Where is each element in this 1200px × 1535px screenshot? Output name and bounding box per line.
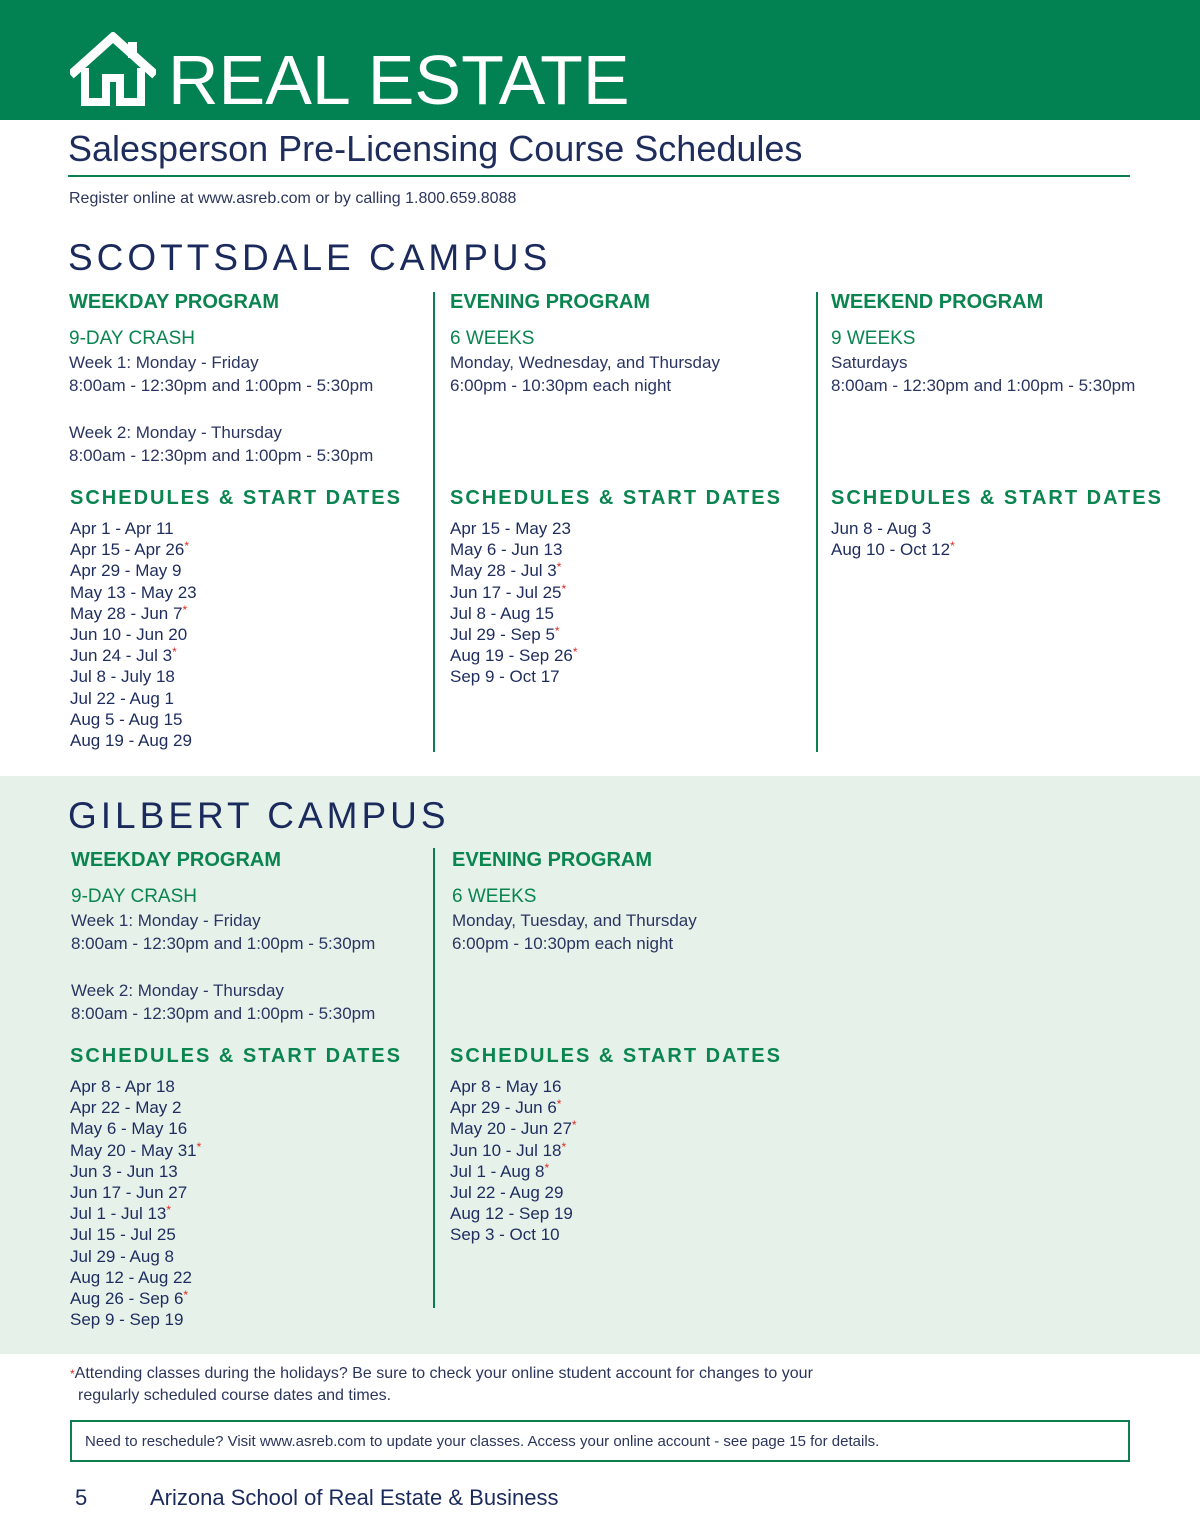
date-range: [70, 1224, 201, 1245]
week2-time: 8:00am - 12:30pm and 1:00pm - 5:30pm: [71, 1004, 376, 1023]
date-range-text: Jun 17 - Jul 25: [450, 582, 562, 602]
date-range-text: Apr 22 - May 2: [70, 1098, 182, 1118]
date-range: [70, 1076, 201, 1097]
date-range: [70, 1118, 201, 1139]
date-range: [831, 518, 955, 539]
schedules-heading: SCHEDULES & START DATES: [831, 487, 1163, 509]
date-range: [70, 560, 197, 581]
program-time: 6:00pm - 10:30pm each night: [452, 934, 674, 953]
date-range-text: May 6 - Jun 13: [450, 540, 563, 560]
program-days: Monday, Tuesday, and Thursday: [452, 911, 697, 930]
date-range-text: Jul 29 - Aug 8: [70, 1246, 174, 1266]
date-range-text: May 13 - May 23: [70, 582, 197, 602]
date-range-text: Aug 5 - Aug 15: [70, 709, 183, 729]
program-heading: WEEKDAY PROGRAM: [69, 291, 280, 313]
page-subtitle: Salesperson Pre-Licensing Course Schedules: [68, 128, 803, 169]
date-range-text: May 6 - May 16: [70, 1119, 188, 1139]
scottsdale-evening-dates: [450, 518, 578, 688]
program-time: 8:00am - 12:30pm and 1:00pm - 5:30pm: [831, 376, 1136, 395]
date-range-text: Sep 9 - Oct 17: [450, 667, 560, 687]
week1-days: Week 1: Monday - Friday: [69, 353, 259, 372]
program-duration: 9 WEEKS: [831, 328, 916, 349]
date-range-text: Jul 22 - Aug 29: [450, 1183, 564, 1203]
gilbert-evening-program: [452, 848, 812, 955]
date-range: [70, 730, 197, 751]
school-name: Arizona School of Real Estate & Business: [150, 1485, 559, 1510]
date-range: [70, 688, 197, 709]
date-range: [450, 539, 578, 560]
date-range-text: Apr 15 - May 23: [450, 519, 571, 538]
program-heading: WEEKEND PROGRAM: [831, 291, 1044, 313]
date-range-text: Aug 12 - Aug 22: [70, 1267, 192, 1287]
column-divider: [433, 292, 435, 752]
date-range: [70, 1246, 201, 1267]
date-range: [450, 1182, 577, 1203]
date-range-text: Apr 8 - Apr 18: [70, 1077, 175, 1096]
holiday-asterisk: *: [184, 539, 190, 554]
date-range: [831, 539, 955, 560]
date-range: [70, 1267, 201, 1288]
page-title: REAL ESTATE: [168, 41, 630, 119]
date-range: [70, 1309, 201, 1330]
holiday-asterisk: *: [196, 1139, 202, 1154]
date-range-text: Aug 19 - Sep 26: [450, 646, 573, 666]
date-range: [70, 539, 197, 560]
date-range-text: May 20 - Jun 27: [450, 1119, 572, 1139]
date-range: [450, 1161, 577, 1182]
holiday-asterisk: *: [554, 624, 560, 639]
holiday-asterisk: *: [556, 560, 562, 575]
date-range-text: Jul 22 - Aug 1: [70, 688, 174, 708]
date-range: [70, 518, 197, 539]
date-range: [70, 1161, 201, 1182]
program-duration: 6 WEEKS: [452, 886, 537, 907]
holiday-asterisk: *: [571, 1118, 577, 1133]
page-number: 5: [75, 1485, 88, 1510]
program-days: Saturdays: [831, 353, 908, 372]
reschedule-notice: Need to reschedule? Visit www.asreb.com to update your classes. Access your online account - see page 15 for details.: [70, 1420, 1130, 1462]
date-range: [70, 624, 197, 645]
date-range-text: Jun 10 - Jul 18: [450, 1140, 562, 1160]
date-range-text: Apr 1 - Apr 11: [70, 519, 174, 538]
date-range-text: Apr 15 - Apr 26: [70, 540, 185, 560]
date-range-text: Aug 26 - Sep 6: [70, 1289, 184, 1309]
date-range-text: Jun 3 - Jun 13: [70, 1161, 178, 1181]
scottsdale-evening-program: [450, 290, 810, 397]
date-range: [70, 582, 197, 603]
gilbert-weekday-dates: [70, 1076, 201, 1330]
gilbert-evening-dates: [450, 1076, 577, 1246]
date-range-text: Aug 12 - Sep 19: [450, 1204, 573, 1224]
holiday-asterisk: *: [172, 645, 177, 660]
schedules-heading: SCHEDULES & START DATES: [70, 1045, 402, 1067]
date-range: [70, 1288, 201, 1309]
date-range: [70, 1097, 201, 1118]
column-divider: [816, 292, 818, 752]
register-info: Register online at www.asreb.com or by calling 1.800.659.8088: [69, 190, 517, 207]
holiday-asterisk: *: [182, 602, 188, 617]
date-range: [450, 1076, 577, 1097]
program-time: 6:00pm - 10:30pm each night: [450, 376, 672, 395]
date-range-text: Apr 29 - Jun 6: [450, 1098, 557, 1118]
date-range: [450, 518, 578, 539]
week2-time: 8:00am - 12:30pm and 1:00pm - 5:30pm: [69, 446, 374, 465]
date-range-text: Jul 29 - Sep 5: [450, 625, 555, 645]
date-range-text: Aug 19 - Aug 29: [70, 731, 192, 751]
date-range-text: Sep 3 - Oct 10: [450, 1225, 560, 1245]
holiday-asterisk: *: [561, 1139, 567, 1154]
week1-time: 8:00am - 12:30pm and 1:00pm - 5:30pm: [69, 376, 374, 395]
scottsdale-weekday-program: [69, 290, 429, 467]
week1-time: 8:00am - 12:30pm and 1:00pm - 5:30pm: [71, 934, 376, 953]
footnote-line1: Attending classes during the holidays? Be sure to check your online student account for changes to your: [74, 1365, 813, 1382]
holiday-asterisk: *: [572, 645, 578, 660]
header-banner: [0, 0, 1200, 120]
date-range: [70, 1182, 201, 1203]
date-range: [450, 582, 578, 603]
schedules-heading: SCHEDULES & START DATES: [450, 1045, 782, 1067]
date-range-text: Jun 10 - Jun 20: [70, 625, 188, 645]
program-duration: 6 WEEKS: [450, 328, 535, 349]
date-range: [450, 1097, 577, 1118]
footnote-line2: regularly scheduled course dates and times.: [78, 1387, 392, 1404]
program-heading: WEEKDAY PROGRAM: [71, 849, 282, 871]
date-range: [70, 1203, 201, 1224]
date-range-text: Jun 8 - Aug 3: [831, 519, 932, 538]
date-range: [450, 666, 578, 687]
holiday-asterisk: *: [166, 1203, 172, 1218]
date-range-text: Aug 10 - Oct 12: [831, 540, 951, 560]
date-range-text: Apr 8 - May 16: [450, 1077, 562, 1096]
date-range-text: May 20 - May 31: [70, 1140, 197, 1160]
holiday-asterisk: *: [556, 1097, 562, 1112]
gilbert-campus-title: GILBERT CAMPUS: [68, 795, 450, 836]
holiday-footnote: [70, 1363, 970, 1407]
date-range: [450, 1140, 577, 1161]
program-days: Monday, Wednesday, and Thursday: [450, 353, 720, 372]
date-range: [70, 645, 197, 666]
program-duration: 9-DAY CRASH: [69, 328, 195, 349]
divider: [68, 175, 1130, 177]
date-range-text: Jul 8 - July 18: [70, 667, 175, 687]
date-range: [450, 645, 578, 666]
date-range: [450, 560, 578, 581]
date-range-text: Apr 29 - May 9: [70, 561, 182, 581]
holiday-asterisk: *: [544, 1160, 550, 1175]
week2-days: Week 2: Monday - Thursday: [71, 981, 284, 1000]
program-duration: 9-DAY CRASH: [71, 886, 197, 907]
scottsdale-weekend-dates: [831, 518, 955, 560]
holiday-asterisk: *: [950, 539, 955, 554]
house-icon: [70, 32, 156, 106]
date-range: [450, 1118, 577, 1139]
scottsdale-weekday-dates: [70, 518, 197, 751]
scottsdale-campus-title: SCOTTSDALE CAMPUS: [68, 237, 552, 278]
date-range-text: Jun 24 - Jul 3: [70, 646, 173, 666]
week1-days: Week 1: Monday - Friday: [71, 911, 261, 930]
date-range: [450, 1203, 577, 1224]
date-range-text: Jul 1 - Jul 13: [70, 1204, 167, 1224]
date-range-text: May 28 - Jul 3: [450, 561, 557, 581]
program-heading: EVENING PROGRAM: [452, 849, 653, 871]
date-range: [70, 603, 197, 624]
holiday-asterisk: *: [561, 581, 567, 596]
scottsdale-weekend-program: [831, 290, 1191, 397]
schedules-heading: SCHEDULES & START DATES: [70, 487, 402, 509]
holiday-asterisk: *: [183, 1288, 189, 1303]
program-heading: EVENING PROGRAM: [450, 291, 651, 313]
date-range: [70, 666, 197, 687]
week2-days: Week 2: Monday - Thursday: [69, 423, 282, 442]
gilbert-weekday-program: [71, 848, 431, 1025]
date-range-text: Jun 17 - Jun 27: [70, 1183, 188, 1203]
date-range-text: Sep 9 - Sep 19: [70, 1310, 184, 1330]
date-range: [70, 1140, 201, 1161]
column-divider: [433, 848, 435, 1308]
date-range-text: Jul 8 - Aug 15: [450, 603, 554, 623]
date-range: [450, 624, 578, 645]
date-range-text: Jul 15 - Jul 25: [70, 1225, 176, 1245]
date-range: [450, 603, 578, 624]
date-range: [450, 1224, 577, 1245]
date-range-text: May 28 - Jun 7: [70, 603, 183, 623]
date-range-text: Jul 1 - Aug 8: [450, 1161, 545, 1181]
schedules-heading: SCHEDULES & START DATES: [450, 487, 782, 509]
asterisk-marker: *: [70, 1367, 75, 1381]
date-range: [70, 709, 197, 730]
